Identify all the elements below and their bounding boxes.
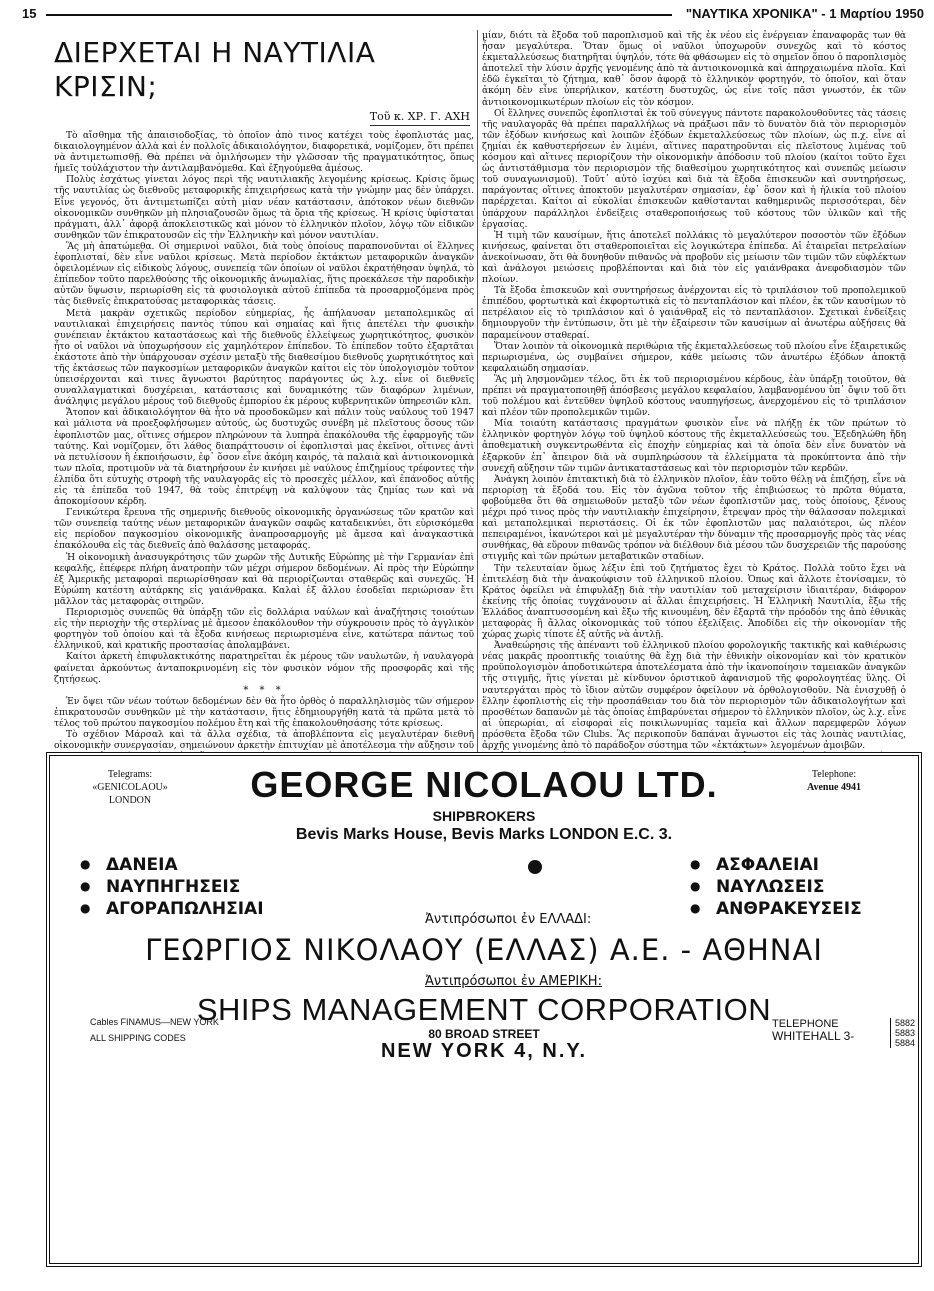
article-title: ΔΙΕΡΧΕΤΑΙ Η ΝΑΥΤΙΛΙΑ ΚΡΙΣΙΝ; xyxy=(54,36,376,103)
us-street: 80 BROAD STREET xyxy=(428,1027,540,1041)
us-company-name: SHIPS MANAGEMENT CORPORATION xyxy=(196,992,772,1027)
us-telephone-block xyxy=(772,1018,916,1048)
article-paragraph: Οἱ ἕλληνες συνεπῶς ἐφοπλισταὶ ἐκ τοῦ σύνεγγυς πάντοτε παρακολουθοῦντες τὰς τάσεις τῆς ναυλαγορᾶς θὰ πρέπει παραλλήλως νὰ πράξωσι πᾶν τὸ δυνατὸν διὰ τὸν περιορισμὸν τῶν ἐξόδων κινήσεως καὶ λοιπῶν ἐξόδων ἐκμεταλλεύσεως τῶν πλοίων, ὡς π.χ. εἶνε αἱ ζημίαι ἐκ καθυστερήσεων ἐν λιμένι, αἵτινες παρατηροῦνται εἰς πλεῖστους λιμένας τοῦ κόσμου καὶ αἵτινες περιορίζουν τὴν οἰκονομικὴν ἀπόδοσιν τοῦ πλοίου (καίτοι τοῦτο ἔχει ὡς ἀντιστάθμισμα τὸν περιορισμὸν τῆς διαθεσίμου χωρητικότητος καὶ συνεπῶς μείωσιν τοῦ συναγωνισμοῦ). Τοῦτ᾽ αὐτὸ ἰσχύει καὶ διὰ τὰ ἔξοδα ἐπισκευῶν καὶ συντηρήσεως, παράγοντας οἵτινες ἀποκτοῦν μεγαλυτέραν σημασίαν, ἐφ᾽ ὅσον καὶ ἡ ἡλικία τοῦ πλοίου παρέρχεται. Καίτοι αἱ εὐκολίαι ἐπισκευῶν καθίστανται καθημερινῶς περισσότεραι, δὲν ὑπάρχουν παράλληλοι ἐνδείξεις σταθεροποιήσεως τοῦ κόστους τῶν ὑλικῶν καὶ τῆς ἐργασίας. xyxy=(482,107,906,230)
article-paragraph: Πολὺς ἐσχάτως γίνεται λόγος περὶ τῆς ναυτιλιακῆς λεγομένης κρίσεως. Κρίσις ὅμως τῆς ναυτιλίας ὡς διεθνοῦς μεταφορικῆς ἐπιχειρήσεως κατὰ τὴν γνώμην μας δὲν ὑπάρχει. Εἶνε γεγονός, ὅτι ἀντιμετωπίζει αὐτὴ μίαν νέαν κατάστασιν, ἀπότοκον νέων διεθνῶν οἰκονομικῶν συνθηκῶν μὴ πλησιαζουσῶν ὅμως τὰ ὅρια τῆς κρίσεως. Ἡ κρίσις ὑφίσταται πράγματι, ἀλλ᾽ ἀφορᾷ ἀποκλειστικῶς καὶ μόνον τὸ ἑλληνικὸν πλοῖον, λόγῳ τῶν εἰδικῶν συνθηκῶν τῶν ἐπικρατουσῶν εἰς τὴν Ἑλληνικὴν καὶ μόνον ναυτιλίαν. xyxy=(54,174,474,241)
telegrams-city: LONDON xyxy=(108,795,152,806)
service-item: ● ΑΝΘΡΑΚΕΥΣΕΙΣ xyxy=(690,898,862,920)
article-paragraph: Ἄτοπον καὶ ἀδικαιολόγητον θὰ ἦτο νὰ προσδοκῶμεν καὶ πάλιν τοὺς ναύλους τοῦ 1947 καὶ μάλιστα νὰ προεξοφλήσωμεν αὐτούς, ὡς δυστυχῶς συνέβη μὲ πλεῖστους ὅσους τῶν ἐφοπλιστῶν μας, οἵτινες σήμερον πληρώνουν τὰ λυπηρὰ ἐπακόλουθα τῆς ἐφαρμογῆς τῶν ταύτης. Καὶ νομίζομεν, ὅτι λάθος διαπράττουσιν οἱ ἐφοπλισταὶ μας ἐκεῖνοι, οἵτινες ἀντὶ νὰ πετυλίσουν ἢ ἐκποιήσωσιν, ἐφ᾽ ὅσον εἶνε ἀκόμη καιρός, τὰ παλαιὰ καὶ ἀντιοικονομικὰ των πλοῖα, προτιμοῦν νὰ τὰ διατηρήσουν ἐν κινήσει μὲ ναύλους ἐπιζημίους τρέφοντες τὴν ἐλπίδα ὅτι εὐτυχὴς στροφὴ τῆς ναυλαγορᾶς εἰς τὸ προσεχὲς μέλλον, καὶ ἐπάνοδος αὐτῆς εἰς τὰ ἐπίπεδα τοῦ 1947, θὰ τοὺς ἐπιτρέψῃ νὰ καλύψουν τὰς ζημίας των καὶ νὰ ἀποκομίσουν κέρδη. xyxy=(54,407,474,508)
advertisement-box xyxy=(46,752,922,1267)
byline-wrap xyxy=(54,104,474,130)
us-telephone-label: TELEPHONE xyxy=(772,1018,839,1030)
column-divider xyxy=(477,30,478,752)
us-codes: ALL SHIPPING CODES xyxy=(90,1033,186,1043)
center-bullet-icon xyxy=(528,860,542,874)
article-paragraph: Μία τοιαύτη κατάστασις πραγμάτων φυσικὸν εἶνε νὰ πλήξῃ ἐκ τῶν πρώτων τὸ ἑλληνικὸν φορτηγὸν λόγῳ τοῦ ὑψηλοῦ κόστους τῆς ἐκμεταλλεύσεώς του. Ἐξεδηλώθη ἤδη ἀποθεματικὴ συγκεντρωθέντα εἰς ἐποχὴν εὐημερίας καὶ τὰ ὁποῖα δὲν εἶνε δυνατὸν νὰ ἐξαρκοῦν ἐπ᾽ ἄπειρον διὰ νὰ συμπληρώσουν τὰ ἐλλείμματα τὰ προκύπτοντα ἀπὸ τὴν συνεχῆ αὔξησιν τῶν τιμῶν ἀντικαταστάσεως καὶ τὸν περιορισμὸν τῶν κερδῶν. xyxy=(482,418,906,474)
article-paragraph: Τὰ ἔξοδα ἐπισκευῶν καὶ συντηρήσεως ἀνέρχονται εἰς τὸ τριπλάσιον τοῦ προπολεμικοῦ ἐπιπέδου, φορτωτικὰ καὶ ἐκφορτωτικὰ εἰς τὸ πενταπλάσιον καὶ πλέον, ἐκ τῶν καυσίμων τὸ πετρέλαιον εἰς τὸ τριπλάσιον καὶ ὁ γαιάνθραξ εἰς τὸ πενταπλάσιον. Σχετικαὶ ἐνδείξεις δημιουργοῦν τὴν ἐντύπωσιν, ὅτι μὲ τὴν ἐξαίρεσιν τῶν καυσίμων αἱ ἀνωτέρω αὐξήσεις θὰ παραμείνουν σταθεραί. xyxy=(482,285,906,341)
service-item: ● ΔΑΝΕΙΑ xyxy=(80,854,264,876)
article-paragraph: Μετὰ μακρὰν σχετικῶς περίοδον εὐημερίας, ἧς ἀπήλαυσαν μεταπολεμικῶς αἱ ναυτιλιακαὶ ἐπιχειρήσεις παντὸς τύπου καὶ σημαίας καὶ ἥτις ἀπετέλει τὴν φυσικὴν συνέπειαν ἐκτάκτου καταστάσεως καὶ τῆς διεθνοῦς ἐλλείψεως χωρητικότητος, φυσικὸν ἦτο οἱ ναῦλοι νὰ ὑποχωρήσουν εἰς χαμηλότερον ἐπίπεδον. Τὸ ἐπίπεδον τοῦτο ἐξαρτᾶται ἑκάστοτε ἀπὸ τὴν ὑπάρχουσαν σχέσιν μεταξὺ τῆς διαθεσίμου διεθνοῦς χωρητικότητος καὶ τῆς ἐκτάσεως τῶν παγκοσμίων μεταφορικῶν ἀναγκῶν καίτοι εἰς τὸν ὑπολογισμὸν τοῦτον ὑπεισέρχονται καὶ τινες ἄγνωστοι βαρύτητος παράγοντες ὡς λ.χ. εἶνε οἱ διεθνεῖς συναλλαγματικαὶ δυσχέρειαι, κατάστασις καὶ δυναμικότης τῶν διαφόρων λιμένων, ἀνάληψις μεγάλου μέρους τοῦ διεθνοῦς ἐμπορίου ἐκ μέρους κυβερνητικῶν ὑπηρεσιῶν κλπ. xyxy=(54,307,474,408)
page-number: 15 xyxy=(22,6,37,21)
services-right-list xyxy=(690,854,862,920)
article-paragraph: Ἂς μὴ ἀπατώμεθα. Οἱ σημερινοὶ ναῦλοι, διὰ τοὺς ὁποίους παραπονοῦνται οἱ ἕλληνες ἐφοπλισταί, δὲν εἶνε ναῦλοι κρίσεως. Μετὰ περίοδον ἐκτάκτων μεταφορικῶν ἀναγκῶν ὀφειλομένων εἰς εἰδικοὺς λόγους, συνεπείᾳ τῶν ὁποίων οἱ ναῦλοι ἐκρατήθησαν ὑψηλά, τὸ ἐπίπεδον τοῦτο παρελθούσης τῆς οἰκονομικῆς ἀνωμαλίας, ἥτις προεκάλεσε τὴν παροδικὴν αὐτῶν ὕψωσιν, περιωρίσθη εἰς τὰ φυσιολογικὰ αὐτοῦ ἐπίπεδα τὰ προσαρμοζόμενα πρὸς τὰς διεθνεῖς ἐπικρατούσας μεταφορικὰς τάσεις. xyxy=(54,240,474,308)
business-type: SHIPBROKERS xyxy=(432,808,536,824)
us-city: NEW YORK 4, N.Y. xyxy=(380,1040,588,1062)
article-paragraph: Ἐν ὄψει τῶν νέων τούτων δεδομένων δὲν θὰ ἦτο ὀρθὸς ὁ παραλληλισμὸς τῶν σήμερον ἐπικρατουσῶν συνθηκῶν μὲ τὴν κατάστασιν, ἥτις ἐδημιουργήθη κατὰ τὰ πρῶτα μετὰ τὸ τέλος τοῦ πρώτου παγκοσμίου πολέμου ἔτη καὶ τῆς ἐπακολουθησάσης τότε κρίσεως. xyxy=(54,695,474,729)
article-paragraph: Ἡ τιμὴ τῶν καυσίμων, ἥτις ἀποτελεῖ πολλάκις τὸ μεγαλύτερον ποσοστὸν τῶν ἐξόδων κινήσεως, φαίνεται ὅτι σταθεροποιεῖται εἰς λογικώτερα ἐπίπεδα. Αἱ ἑταιρεῖαι πετρελαίων ἀνεκοίνωσαν, ὅτι θὰ δυνηθοῦν πιθανῶς νὰ προβοῦν εἰς μείωσιν τῶν τιμῶν τῶν εὐφλέκτων καὶ ἀνάλογοι μειώσεις προβλέπονται καὶ διὰ τὸν εἰς γαιάνθρακα ἀνεφοδιασμὸν τῶν πλοίων. xyxy=(482,229,906,286)
service-item: ● ΝΑΥΛΩΣΕΙΣ xyxy=(690,876,862,898)
greek-company-name: ΓΕΩΡΓΙΟΣ ΝΙΚΟΛΑΟΥ (ΕΛΛΑΣ) Α.Ε. - ΑΘΗΝΑΙ xyxy=(145,933,823,967)
article-left-column xyxy=(54,30,474,752)
header-rule xyxy=(46,14,672,16)
publication-title: "ΝΑΥΤΙΚΑ ΧΡΟΝΙΚΑ" - 1 Μαρτίου 1950 xyxy=(685,6,924,21)
article-paragraph: Τὴν τελευταίαν ὅμως λέξιν ἐπὶ τοῦ ζητήματος ἔχει τὸ Κράτος. Πολλὰ τοῦτο ἔχει νὰ ἐπιτελέσῃ διὰ τὴν ἀνακούφισιν τοῦ ἑλληνικοῦ πλοίου. Ὁπως καὶ ἄλλοτε ἐτονίσαμεν, τὸ Κράτος ὀφείλει νὰ ἐπιφυλάξῃ διὰ τὴν ναυτιλίαν τοῦ μεταχείρισιν ἰδιαιτέραν, διάφορον ἐκείνης τῆς ὁποίας τυγχάνουσιν αἱ ἄλλαι ἐπιχειρήσεις. Ἡ Ἑλληνικὴ Ναυτιλία, ἔξω τῆς Ἑλλάδος ἀναπτυσσομένη καὶ ἔξω τῆς κινουμένη, δὲν ἐξαρτᾶ τὴν πρόοδόν της ἀπὸ ἐθνικὰς μεταφορὰς ἢ ἄλλας οἰκονομικὰς τοῦ τόπου ἐξελίξεις. Ἀποδίδει εἰς τὴν οἰκονομίαν τῆς χώρας χωρὶς τίποτε ἐξ αὐτῆς νὰ ἀντλῇ. xyxy=(482,562,906,641)
representatives-america-label: Ἀντιπρόσωποι ἐν ΑΜΕΡΙΚΗ: xyxy=(425,974,602,989)
company-name: GEORGE NICOLAOU LTD. xyxy=(250,764,718,805)
article-byline: Τοῦ κ. ΧΡ. Γ. ΑΧΗ xyxy=(370,110,470,126)
article-paragraph: Τὸ σχέδιον Μάρσαλ καὶ τὰ ἄλλα σχέδια, τὰ ἀποβλέποντα εἰς μεγαλυτέραν διεθνῆ οἰκονομικὴν συνεργασίαν, σημειώνουν ἀρκετὴν ἐπιτυχίαν μὲ ἀποτέλεσμα τὴν αὔξησιν τοῦ xyxy=(54,728,474,752)
representatives-greece-label: Ἀντιπρόσωποι ἐν ΕΛΛΑΔΙ: xyxy=(425,912,592,927)
telephone-label: Telephone: xyxy=(811,769,857,780)
telephone-number: Avenue 4941 xyxy=(807,782,861,793)
section-break-stars: * * * xyxy=(243,684,285,696)
article-paragraph: Περιορισμὸς συνεπῶς θὰ ὑπάρξῃ τῶν εἰς δολλάρια ναύλων καὶ ἀναζήτησις τοιούτων εἰς τὴν περιοχὴν τῆς στερλίνας μὲ ἄμεσον ἐπακόλουθον τὴν σύγκρουσιν πρὸς τὸ ἀγγλικὸν φορτηγὸν τοῦ ὁποίου καὶ τὰ ἔξοδα κινήσεως περιωρισμένα εἶνε, κατώτερα πάντως τοῦ ἑλληνικοῦ, καὶ κρατικῆς προστασίας ἀπολαμβάνει. xyxy=(54,607,474,652)
us-cables: Cables FINAMUS—NEW YORK xyxy=(90,1017,219,1027)
service-item: ● ΝΑΥΠΗΓΗΣΕΙΣ xyxy=(80,876,264,898)
telegrams-code: «GENICOLAOU» xyxy=(92,782,168,793)
article-paragraph: Ἂς μὴ λησμονῶμεν τέλος, ὅτι ἐκ τοῦ περιορισμένου κέρδους, ἐὰν ὑπάρξῃ τοιοῦτον, θὰ πρέπει νὰ πραγματοποιηθῇ ἀπόσβεσις μεγάλου κεφαλαίου, λαμβανομένου ὑπ᾽ ὄψιν τοῦ ὅτι τοῦ πολέμου καὶ ἐντεῦθεν ὑψηλοῦ κόστους ναυπηγήσεως, ἀνερχομένου εἰς τὸ τριπλάσιον καὶ πλέον τῶν προπολεμικῶν τιμῶν. xyxy=(482,373,906,419)
us-telephone-number: 5883 xyxy=(895,1028,916,1038)
article-paragraph: Καίτοι ἀρκετὴ ἐπιφυλακτικότης παρατηρεῖται ἐκ μέρους τῶν ναυλωτῶν, ἡ ναυλαγορὰ φαίνεται ἀρκούντως ἀνταποκρινομένη εἰς τὸν φυσικὸν νόμον τῆς προσφορᾶς καὶ τῆς ζητήσεως. xyxy=(54,651,474,685)
page-header xyxy=(22,6,924,24)
article-paragraph: Ἀναθεώρησις τῆς ἀπέναντι τοῦ ἑλληνικοῦ πλοίου φορολογικῆς τακτικῆς καὶ καθιέρωσις νέας μακρᾶς προοπτικῆς τοιαύτης θὰ ἔχῃ διὰ τὴν ἐθνικὴν οἰκονομίαν καὶ τὸν κρατικὸν προϋπολογισμὸν ἀποδοτικώτερα ἀποτελέσματα ἀπὸ τὴν ἱκανοποίησιν ταμειακῶν ἀναγκῶν τῆς στιγμῆς, ἥτις γίνεται μὲ κίνδυνον ὁριστικοῦ ἀφανισμοῦ τῆς φορολογητέας ὕλης. Οἱ ναυτεργάται πρὸς τὸ ἴδιον αὐτῶν συμφέρον ὀφείλουν νὰ ὀρθολογισθοῦν. Νὰ ἐνισχυθῇ ὁ ἕλλην ἐφοπλιστὴς εἰς τὴν προσπάθειαν του διὰ τὸν περιορισμὸν τῶν ἀδικαιολογήτων καὶ προσθέτων δαπανῶν μὲ τὰς ὁποίας ἐπιβαρύνεται σήμερον τὸ ἑλληνικὸν πλοῖον, ὡς λ.χ. εἶνε αἱ ὑπερωρίαι, αἱ εἰσφοραὶ εἰς ποικιλωνυμίας ταμεῖα καὶ ἄλλων παρεμφερῶν λόγων πρόσθετα ἔξοδα τῶν Clubs. Ἂς περικοποῦν δαπάναι ἄγνωστοι εἰς τὰς λοιπὰς ναυτιλίας, ἀρχῆς γινομένης ἀπὸ τὸ παράδοξον σύστημα τῶν «ἐκτάκτων» λεγομένων ἀμοιβῶν. xyxy=(482,640,906,751)
company-address: Bevis Marks House, Bevis Marks LONDON E.C. 3. xyxy=(295,826,673,843)
article-paragraph: Ἡ οἰκονομικὴ ἀνασυγκρότησις τῶν χωρῶν τῆς Δυτικῆς Εὐρώπης μὲ τὴν Γερμανίαν ἐπὶ κεφαλῆς, ἐπέφερε πλήρη ἀνατροπὴν τῶν μέχρι σήμερον δεδομένων. Αἱ πρὸς τὴν Εὐρώπην ἐξ Ἀμερικῆς μεταφοραὶ περιωρίσθησαν καὶ θὰ περιορίζωνται σταθερῶς καὶ συνεχῶς. Ἡ Εὐρώπη κατέστη αὐτάρκης εἰς γαιάνθρακα. Καλαὶ ἐξ ἄλλου ἐσοδεῖαι περιώρισαν ἔτι μᾶλλον τὰς μεταφορὰς σιτηρῶν. xyxy=(54,551,474,607)
article-paragraph: Τὸ αἴσθημα τῆς ἀπαισιοδοξίας, τὸ ὁποῖον ἀπὸ τινος κατέχει τοὺς ἐφοπλιστάς μας, δικαιολογημένον ἀλλὰ καὶ ἐν πολλοῖς ἀδικαιολόγητον, διαφορετικά, νομίζομεν, ὅτι πρέπει νὰ ἀντιμετωπισθῇ. Θὰ πρέπει νὰ ὁμιλήσωμεν τὴν γλῶσσαν τῆς πραγματικότητος, ὅπως ἡμεῖς τοὐλάχιστον τὴν ἀντιλαμβανόμεθα. Καὶ ἐξηγούμεθα ἀμέσως. xyxy=(54,130,474,175)
article-paragraph: Γενικώτερα ἔρευνα τῆς σημερινῆς διεθνοῦς οἰκονομικῆς ὀργανώσεως τῶν κρατῶν καὶ τῶν συνεπείᾳ ταύτης νέων μεταφορικῶν ἀναγκῶν σαφῶς καταδεικνύει, ὅτι εὑρισκόμεθα εἰς περίοδον παγκοσμίου οἰκονομικῆς ἀναπροσαρμογῆς μὲ ἄμεσα καὶ ἀναγκαστικὰ ἐπακόλουθα εἰς τὰς διεθνεῖς ἀπὸ θαλάσσης μεταφοράς. xyxy=(54,507,474,552)
service-item: ● ΑΣΦΑΛΕΙΑΙ xyxy=(690,854,862,876)
us-telephone-number: 5884 xyxy=(895,1038,916,1048)
service-item: ● ΑΓΟΡΑΠΩΛΗΣΙΑΙ xyxy=(80,898,264,920)
article-paragraph: μίαν, διότι τὰ ἔξοδα τοῦ παροπλισμοῦ καὶ τῆς ἐκ νέου εἰς ἐνέργειαν ἐπαναφορᾶς των θὰ ἦσαν μεγαλύτερα. Ὅταν ὅμως οἱ ναῦλοι ὑποχωροῦν συνεχῶς καὶ τὸ κόστος ἐκμεταλλεύσεως διατηρῆται ὑψηλόν, τότε θὰ φθάσωμεν εἰς τὸ σημεῖον ὅπου ὁ παροπλισμὸς ἀποτελεῖ τὴν λύσιν ἀρχῆς γενομένης ἀπὸ τὰ ἀντιοικονομικὰ καὶ ἀπηρχαιωμένα πλοῖα. Καὶ ἐδῶ ἐγκεῖται τὸ ζήτημα, καθ᾽ ὅσον ἀφορᾷ τὸ ἑλληνικὸν φορτηγόν, τὸ ὁποῖον, καὶ ὅταν ἀκόμη δὲν εἶνε ὑπερήλικον, κατέστη δυστυχῶς, ὡς εἶνε τοῖς πᾶσι γνωστόν, ἐκ τῶν ἀντιοικονομικωτέρων πλοίων εἰς τὸν κόσμον. xyxy=(482,30,906,108)
article-paragraph: Ἀνάγκη λοιπὸν ἐπιτακτικὴ διὰ τὸ ἑλληνικὸν πλοῖον, ἐὰν τοῦτο θέλῃ νὰ ἐπιζήσῃ, εἶνε νὰ περιορίσῃ τὰ ἔξοδά του. Εἰς τὸν ἀγῶνα τοῦτον τῆς ἐπιβιώσεως τὸ πρῶτα θύματα, φοβούμεθα ὅτι θὰ σημειωθοῦν μεταξὺ τῶν νέων ἐφοπλιστῶν μας, τοὺς ὁποίους, ξένους μέχρι πρό τινος πρὸς τὴν ναυτιλιακὴν ἐπιχείρησιν, ἔτρεψαν πρὸς τὴν θάλασσαν πολεμικαὶ καὶ μεταπολεμικαὶ περιστάσεις. Οἱ ἐκ τῶν ἐφοπλιστῶν μας παλαιότεροι, ὡς πλέον πεπειραμένοι, ἱκανώτεροι καὶ μὲ μεγαλυτέραν τὴν δύναμιν τῆς προσαρμογῆς πρὸς τὰς νέας συνθήκας, θὰ εὕρουν πιθανῶς τρόπον νὰ διέλθουν διὰ μέσου τῶν δυσχερειῶν τῆς παρούσης στιγμῆς καὶ τῶν πρώτων μεταβατικῶν σταδίων. xyxy=(482,473,906,563)
article-right-column xyxy=(482,30,906,752)
telegrams-label: Telegrams: xyxy=(107,769,153,780)
us-telephone-numbers xyxy=(890,1018,915,1048)
us-telephone-exchange: WHITEHALL 3- xyxy=(772,1029,855,1043)
article-paragraph: Ὅταν λοιπὸν τὰ οἰκονομικὰ περιθώρια τῆς ἐκμεταλλεύσεως τοῦ πλοίου εἶνε ἐξαιρετικῶς περιωρισμένα, ὡς συμβαίνει σήμερον, κάθε μείωσις τῶν ἀνωτέρω ἐξόδων ἀποκτᾷ κεφαλαιώδη σημασίαν. xyxy=(482,340,906,374)
services-left-list xyxy=(80,854,264,920)
us-telephone-number: 5882 xyxy=(895,1018,916,1028)
